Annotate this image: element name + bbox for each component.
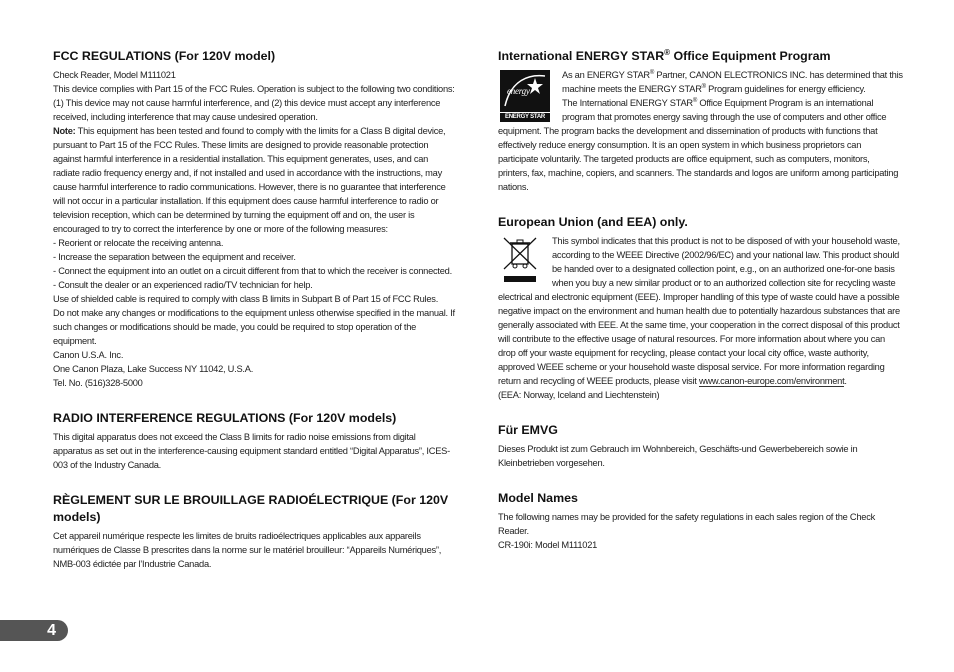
page-number: 4: [47, 622, 56, 639]
energy-p2-b: Office Equipment Program is an international program that promotes energy saving through the use of computers and other office equipment. The program backs the development and dissemination of products with functions that effectively reduce energy consumption. It is an open system in which business proprietors can participate voluntarily. The targeted products are office equipment, such as computers, monitors, printers, fax, machine, copiers, and scanners. The standards and logos are uniform among participating nations.: [498, 98, 899, 192]
energy-p2-a: The International ENERGY STAR: [562, 98, 693, 108]
fcc-note: [53, 124, 456, 236]
model-name: CR-190i: Model M111021: [498, 540, 598, 550]
model-names-text: The following names may be provided for the safety regulations in each sales region of the Check Reader.: [498, 512, 876, 536]
eu-text-end: .: [844, 376, 847, 386]
energy-star-heading: [498, 48, 903, 65]
list-item: - Reorient or relocate the receiving antenna.: [53, 236, 456, 250]
radio-heading: RADIO INTERFERENCE REGULATIONS (For 120V models): [53, 411, 397, 425]
reglement-heading: RÈGLEMENT SUR LE BROUILLAGE RADIOÉLECTRIQUE (For 120V models): [53, 493, 449, 524]
fcc-model-line: Check Reader, Model M111021: [53, 70, 176, 80]
list-item: - Connect the equipment into an outlet on a circuit different from that to which the receiver is connected.: [53, 264, 456, 278]
bin-icon: [500, 236, 540, 270]
emvg-section: [498, 422, 903, 470]
eu-section: [498, 214, 903, 402]
energy-heading-part-a: International ENERGY STAR: [498, 49, 665, 63]
radio-text: This digital apparatus does not exceed the Class B limits for radio noise emissions from digital apparatus as set out in the interference-causing equipment standard entitled “Digital Apparatus”, ICES-003 of the Industry Canada.: [53, 432, 450, 470]
weee-bar-icon: [504, 276, 536, 282]
reglement-section: [53, 492, 456, 571]
energy-p1-a: As an ENERGY STAR: [562, 70, 650, 80]
fcc-company: Canon U.S.A. Inc.: [53, 350, 124, 360]
energy-para-2: [498, 96, 903, 194]
registered-mark: ®: [701, 83, 706, 90]
fcc-body: [53, 68, 456, 390]
right-column: [498, 48, 903, 572]
weee-crossed-bin-icon: [500, 236, 542, 282]
canon-environment-link[interactable]: www.canon-europe.com/environment: [698, 376, 845, 386]
fcc-modifications-text: Do not make any changes or modifications to the equipment unless otherwise specified in the manual. If such changes or modifications should be made, you could be required to stop operation of the equipment.: [53, 308, 455, 346]
eu-heading: European Union (and EEA) only.: [498, 215, 688, 229]
registered-mark: ®: [692, 97, 698, 104]
registered-mark: ®: [664, 47, 671, 57]
eea-note: (EEA: Norway, Iceland and Liechtenstein): [498, 390, 660, 400]
fcc-note-text: This equipment has been tested and found to comply with the limits for a Class B digital device, pursuant to Part 15 of the FCC Rules. These limits are designed to provide reasonable protection against harmful interference in a residential installation. This equipment generates, uses, and can radiate radio frequency energy and, if not installed and used in accordance with the instructions, may cause harmful interference to radio communications. However, there is no guarantee that interference will not occur in a particular installation. If this equipment does cause harmful interference to radio or television reception, which can be determined by turning the equipment off and on, the user is encouraged to try to correct the interference by one or more of the following measures:: [53, 126, 446, 234]
fcc-section: [53, 48, 456, 390]
fcc-phone: Tel. No. (516)328-5000: [53, 378, 143, 388]
energy-heading-part-b: Office Equipment Program: [670, 49, 831, 63]
energy-para-1: [498, 68, 903, 96]
list-item: - Increase the separation between the equipment and receiver.: [53, 250, 456, 264]
eu-main-text: This symbol indicates that this product is not to be disposed of with your household waste, according to the WEEE Directive (2002/96/EC) and your national law. This product should be handed over to a designated collection point, e.g., on an authorized one-for-one basis when you buy a new similar product or to an authorized collection site for recycling waste electrical and electronic equipment (EEE). Improper handling of this type of waste could have a possible negative impact on the environment and human health due to potentially hazardous substances that are generally associated with EEE. At the same time, your cooperation in the correct disposal of this product will contribute to the effective usage of natural resources. For more information about where you can drop off your waste equipment for recycling, please contact your local city office, waste authority, approved WEEE scheme or your household waste disposal service. For more information regarding return and recycling of WEEE products, please visit: [498, 236, 900, 386]
energy-p1-b: Partner, CANON ELECTRONICS INC. has determined that this machine meets the ENERGY STAR: [562, 70, 903, 94]
registered-mark: ®: [649, 69, 655, 76]
fcc-address: One Canon Plaza, Lake Success NY 11042, U.S.A.: [53, 364, 254, 374]
energy-logo-script: energy: [507, 86, 530, 96]
model-names-section: [498, 490, 903, 552]
emvg-text: Dieses Produkt ist zum Gebrauch im Wohnbereich, Geschäfts-und Gewerbebereich sowie in Kleinbetrieben vorgesehen.: [498, 444, 858, 468]
eu-text: [498, 234, 903, 388]
energy-star-section: [498, 48, 903, 194]
emvg-heading: Für EMVG: [498, 423, 558, 437]
left-column: [53, 48, 456, 591]
energy-star-logo-icon: [500, 70, 550, 122]
energy-star-logo-label: ENERGY STAR: [500, 112, 550, 121]
energy-p1-c: Program guidelines for energy efficiency.: [705, 84, 866, 94]
page-number-tab: [0, 620, 68, 641]
model-names-heading: Model Names: [498, 491, 578, 505]
fcc-compliance-text: This device complies with Part 15 of the FCC Rules. Operation is subject to the following two conditions: (1) This device may not cause harmful interference, and (2) this device must accept any interference received, including interference that may cause undesired operation.: [53, 84, 455, 122]
fcc-measures-list: [53, 236, 456, 292]
eu-body: [498, 234, 903, 402]
fcc-heading: FCC REGULATIONS (For 120V model): [53, 49, 276, 63]
energy-star-body: [498, 68, 903, 194]
radio-section: [53, 410, 456, 472]
list-item: - Consult the dealer or an experienced radio/TV technician for help.: [53, 278, 456, 292]
fcc-shielded-cable-text: Use of shielded cable is required to comply with class B limits in Subpart B of Part 15 of FCC Rules.: [53, 294, 439, 304]
reglement-text: Cet appareil numérique respecte les limites de bruits radioélectriques applicables aux appareils numériques de Classe B prescrites dans la norme sur le matériel brouilleur: “Appareils Numériques”, NMB-003 édictée par l’Industrie Canada.: [53, 531, 442, 569]
energy-star-symbol-icon: [501, 70, 549, 112]
fcc-note-label: Note:: [53, 126, 76, 136]
